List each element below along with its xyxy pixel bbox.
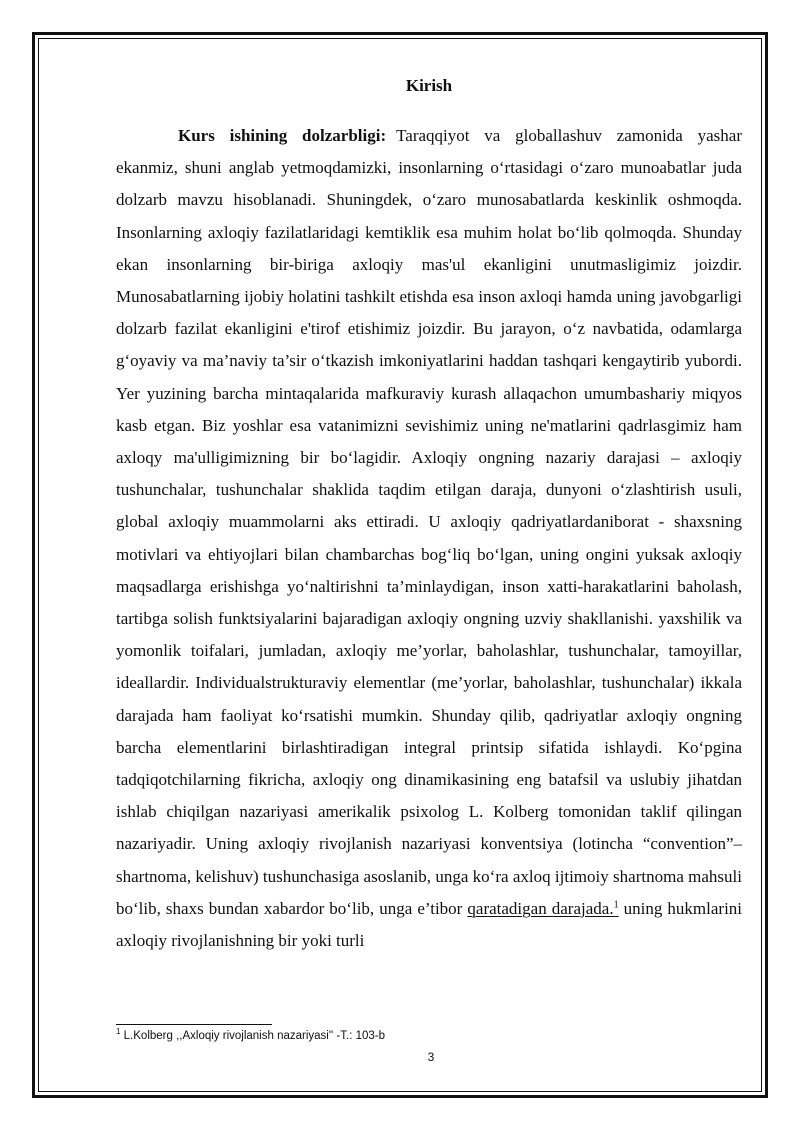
footnote-reference: 1 [613, 899, 619, 911]
page-title: Kirish [405, 76, 453, 95]
body-paragraph [116, 120, 742, 957]
lead-label: Kurs ishining dolzarbligi: [178, 126, 387, 145]
underlined-phrase: qaratadigan darajada.$^1$ [467, 898, 619, 918]
footnote-separator [116, 1024, 272, 1025]
body-tail: uning hukmlarini axloqiy rivojlanishning bir yoki turli [116, 898, 743, 951]
footnote-text: L.Kolberg ,,Axloqiy rivojlanish nazariyasi'' -T.: 103-b [123, 1030, 386, 1042]
body-text: Taraqqiyot va globallashuv zamonida yashar ekanmiz, shuni anglab yetmoqdamizki, insonlarning o‘rtasidagi o‘zaro munoabatlar juda dolzarb mavzu hisoblanadi. Shuningdek, o‘zaro munosabatlarda keskinlik oshmoqda. Insonlarning axloqiy fazilatlaridagi kemtiklik esa muhim holat bo‘lib qolmoqda. Shunday ekan insonlarning bir-biriga axloqiy mas'ul ekanligini unutmasligimiz joizdir. Munosabatlarning ijobiy holatini tashkilt etishda esa inson axloqi hamda uning javobgarligi dolzarb fazilat ekanligini e'tirof etishimiz joizdir. Bu jarayon, o‘z navbatida, odamlarga g‘oyaviy va ma’naviy ta’sir o‘tkazish imkoniyatlarini haddan tashqari kengaytirib yubordi. Yer yuzining barcha mintaqalarida mafkuraviy kurash allaqachon umumbashariy miqyos kasb etgan. Biz yoshlar esa vatanimizni sevishimiz uning ne'matlarini qadrlasgimiz ham axloqy ma'ulligimizning bir bo‘lagidir. Axloqiy ongning nazariy darajasi – axloqiy tushunchalar, tushunchalar shaklida taqdim etilgan daraja, dunyoni o‘zlashtirish usuli, global axloqiy muammolarni aks ettiradi. U axloqiy qadriyatlardaniborat - shaxsning motivlari va ehtiyojlari bilan chambarchas bog‘liq bo‘lgan, uning ongini yuksak axloqiy maqsadlarga erishishga yo‘naltirishni ta’minlaydigan, inson xatti-harakatlarini baholash, tartibga solish funktsiyalarini bajaradigan axloqiy ongning uzviy shakllanishi. yaxshilik va yomonlik toifalari, jumladan, axloqiy me’yorlar, baholashlar, tushunchalar, tamoyillar, ideallardir. Individualstrukturaviy elementlar (me’yorlar, baholashlar, tushunchalar) ikkala darajada ham faoliyat ko‘rsatishi mumkin. Shunday qilib, qadriyatlar axloqiy ongning barcha elementlarini birlashtiradigan integral printsip sifatida ishlaydi. Ko‘pgina tadqiqotchilarning fikricha, axloqiy ong dinamikasining eng batafsil va uslubiy jihatdan ishlab chiqilgan nazariyasi amerikalik psixolog L. Kolberg tomonidan taklif qilingan nazariyadir. Uning axloqiy rivojlanish nazariyasi konventsiya (lotincha “convention”–shartnoma, kelishuv) tushunchasiga asoslanib, unga ko‘ra axloq ijtimoiy shartnoma mahsuli bo‘lib, shaxs bundan xabardor bo‘lib, unga e’tibor [116, 126, 742, 918]
page-number: 3 [427, 1050, 435, 1064]
footnote [116, 1027, 386, 1042]
footnote-marker: 1 [116, 1027, 121, 1037]
